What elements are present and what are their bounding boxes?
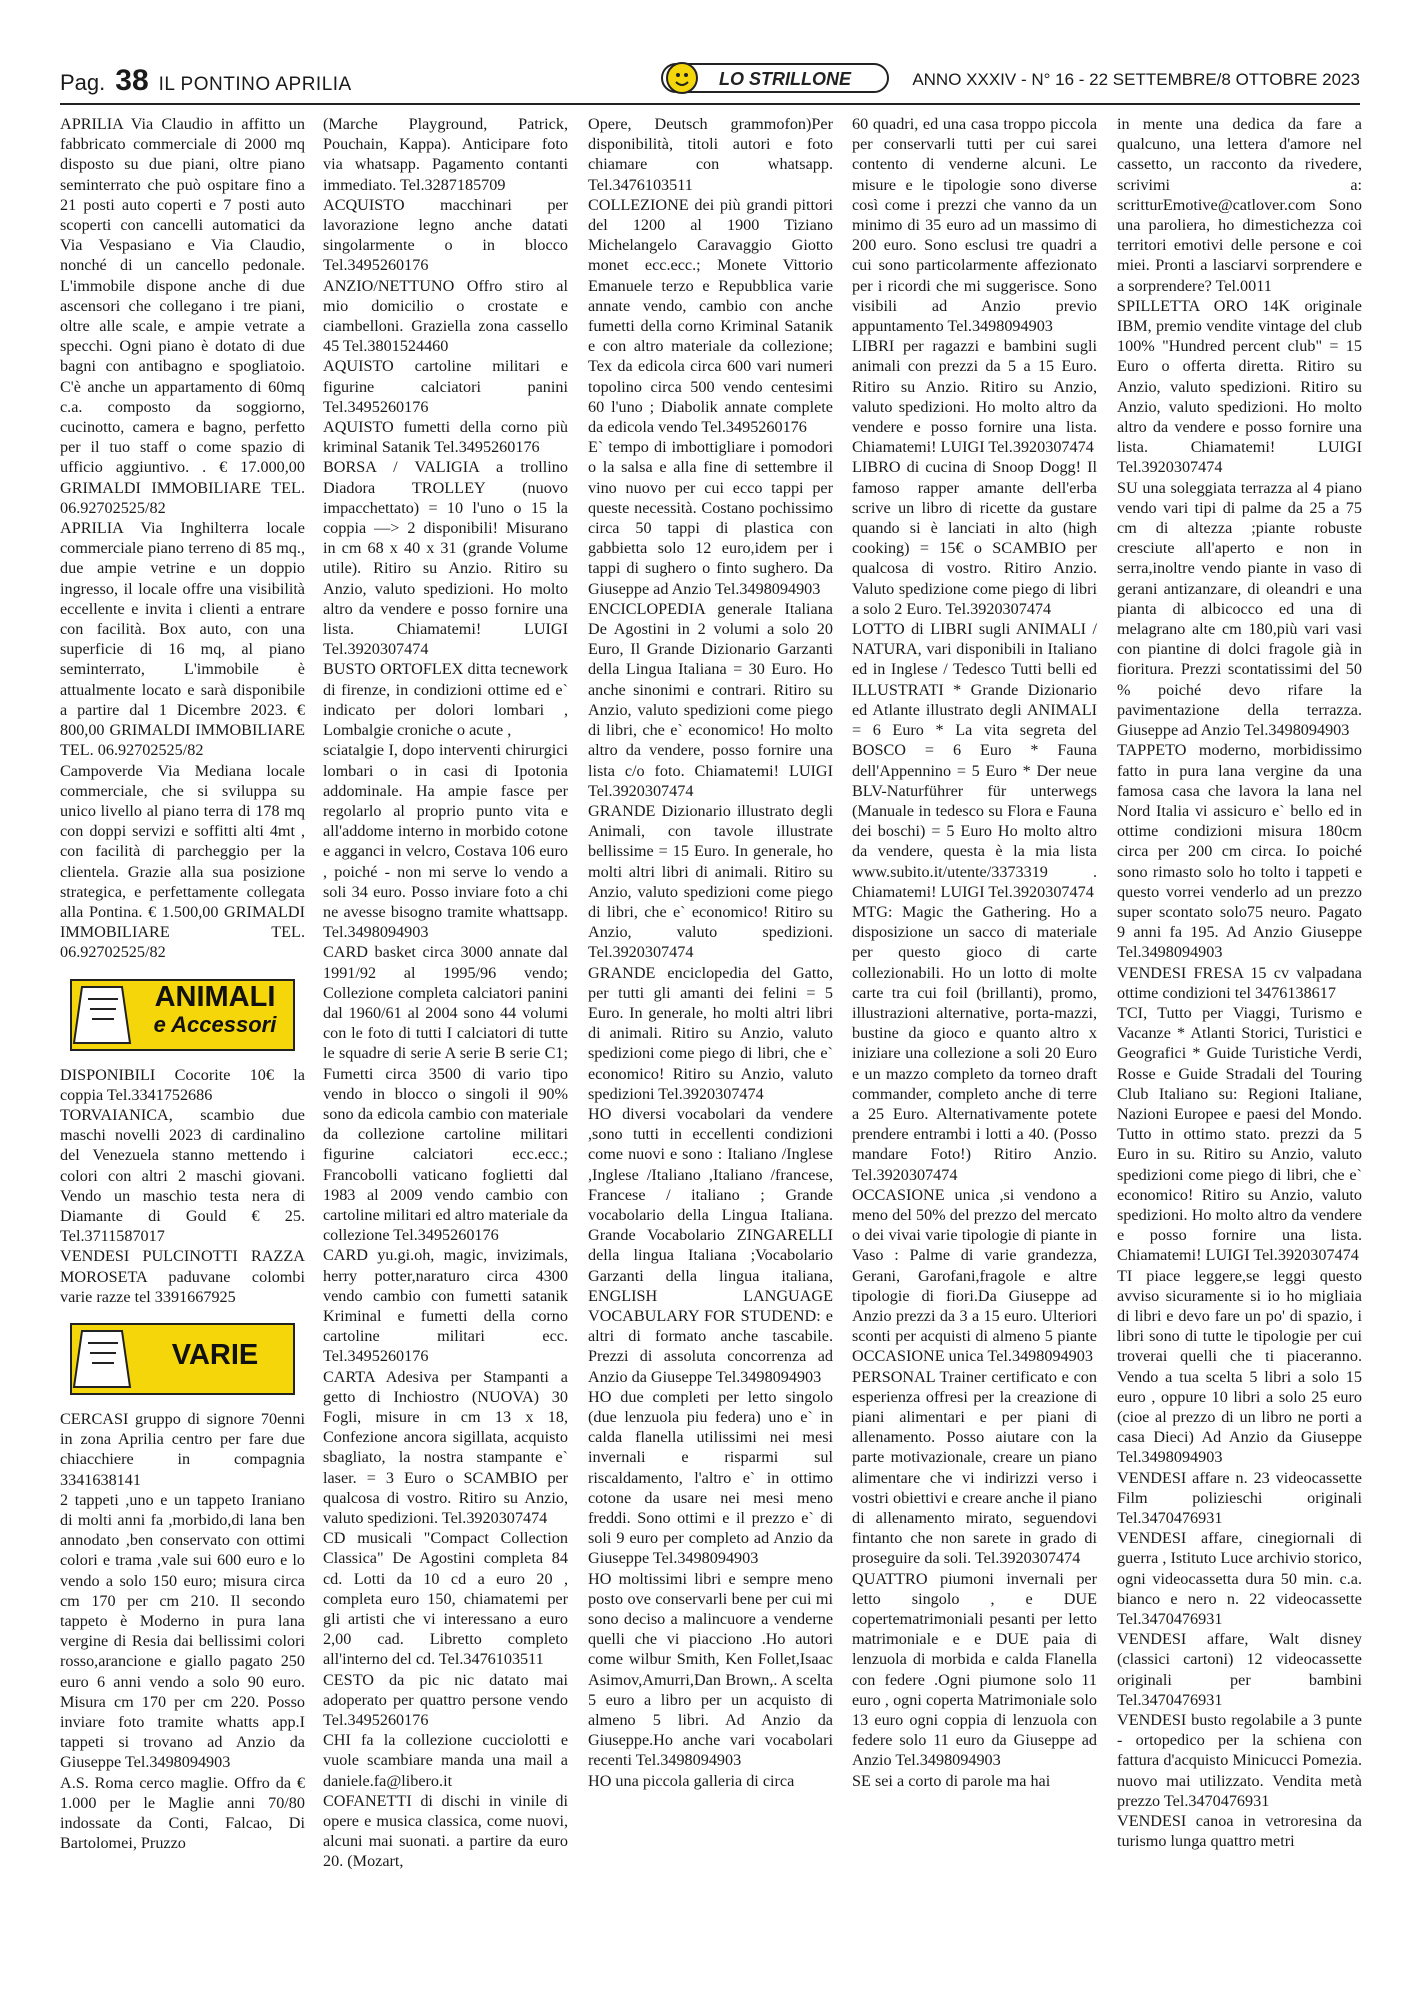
classified-ad: ENCICLOPEDIA generale Italiana De Agostini in 2 volumi a solo 20 Euro, Il Grande Dizionario Garzanti della Lingua Italiana = 30 Euro. Ho anche sinonimi e contrari. Ritiro su Anzio, valuto spedizioni come piego di libri, che e` economico! Ho molto altro da vendere, posso fornire una lista c/o foto. Chiamatemi! LUIGI Tel.3920307474 — [588, 599, 833, 800]
classified-ad: sciatalgie I, dopo interventi chirurgici lombari o in casi di Ipotonia addominale. Ha ampie fasce per regolarlo al proprio punto vita e all'addome interno in morbido cotone e agganci in velcro, Costava 106 euro , poiché - non mi serve lo vendo a soli 34 euro. Posso inviare foto a chi ne avesse bisogno tramite whattsapp. Tel.3498094903 — [323, 741, 568, 942]
classified-ad: in mente una dedica da fare a qualcuno, una lettera d'amore nel cassetto, un racconto da rivedere, scrivimi a: scritturEmotive@catlover.com Sono una paroliera, ho dimestichezza coi territori emotivi delle persone e coi miei. Pronti a lasciarvi sorprendere e a sorprendere? Tel.0011 — [1117, 115, 1362, 295]
classified-ad: VENDESI FRESA 15 cv valpadana ottime condizioni tel 3476138617 — [1117, 963, 1362, 1002]
category-title: VARIE — [171, 1338, 259, 1371]
column-3 — [588, 114, 833, 1791]
classified-ad: LOTTO di LIBRI sugli ANIMALI / NATURA, vari disponibili in Italiano ed in Inglese / Tedesco Tutti belli ed ILLUSTRATI * Grande Dizionario ed Atlante illustrato degli ANIMALI = 6 Euro * La vita segreta del BOSCO = 6 Euro * Fauna dell'Appennino = 5 Euro * Der neue BLV-Naturführer für unterwegs (Manuale in tedesco su Flora e Fauna dei boschi) = 5 Euro Ho molto altro da vendere, questa è la mia lista www.subito.it/utente/3373319 . Chiamatemi! LUIGI Tel.3920307474 — [852, 620, 1097, 901]
classified-ad: A.S. Roma cerco maglie. Offro da € 1.000 per le Maglie anni 70/80 indossate da Conti, Falcao, Di Bartolomei, Pruzzo — [60, 1773, 305, 1853]
classified-ad: Campoverde Via Mediana locale commerciale, che si sviluppa su unico livello al piano terra di 178 mq con doppi servizi e soffitti alti 4mt , con facilità di parcheggio per la clientela. Grazie alla sua posizione strategica, e perfettamente collegata alla Pontina. € 1.500,00 GRIMALDI IMMOBILIARE TEL. 06.92702525/82 — [60, 761, 305, 962]
classified-ad: CARD basket circa 3000 annate dal 1991/92 al 1995/96 vendo; Collezione completa calciatori panini dal 1960/61 al 2004 sono 44 volumi con le foto di tutti I calciatori di tutte le squadre di serie A serie B serie C1; Fumetti circa 3500 di vario tipo vendo in blocco o singoli il 90% sono da edicola cambio con materiale da collezione cartoline militari figurine calciatori ecc.ecc.; Francobolli vaticano foglietti dal 1983 al 2009 vendo cambio con cartoline militari ed altro materiale da collezione Tel.3495260176 — [323, 943, 568, 1245]
classified-ad: DISPONIBILI Cocorite 10€ la coppia Tel.3341752686 — [60, 1065, 305, 1104]
classified-ad: CD musicali "Compact Collection Classica" De Agostini completa 84 cd. Lotti da 10 cd a euro 20 , completa euro 150, chiamatemi per gli artisti che vi interessano a euro 2,00 cad. Libretto completo all'interno del cd. Tel.3476103511 — [323, 1529, 568, 1669]
classified-ad: HO due completi per letto singolo (due lenzuola piu federa) uno e` in calda flanella utilissimi nei mesi invernali e risparmi sul riscaldamento, l'altro e` in ottimo cotone da usare nei mesi meno freddi. Sono ottimi e il prezzo e` di soli 9 euro per completo ad Anzio da Giuseppe Tel.3498094903 — [588, 1387, 833, 1568]
classified-ad: CARD yu.gi.oh, magic, invizimals, herry potter,naraturo circa 4300 vendo cambio con fumetti satanik Kriminal e fumetti della corno cartoline militari ecc. Tel.3495260176 — [323, 1246, 568, 1366]
mascot-icon — [667, 63, 697, 93]
classified-ad: VENDESI affare n. 23 videocassette Film polizieschi originali Tel.3470476931 — [1117, 1468, 1362, 1528]
classified-ad: TI piace leggere,se leggi questo avviso sicuramente si io ho migliaia di libri e devo fare un po' di spazio, i libri sono di tutte le tipologie per cui troverai quelli che ti piaceranno. Vendo a tua scelta 5 libri a solo 15 euro , oppure 10 libri a solo 25 euro (cioe al prezzo di un libro ne porti a casa Dieci) Ad Anzio da Giuseppe Tel.3498094903 — [1117, 1266, 1362, 1467]
classified-ad: LIBRO di cucina di Snoop Dogg! Il famoso rapper amante dell'erba scrive un libro di ricette da gustare quando si è lanciati in alto (high cooking) = 15€ o SCAMBIO per qualcosa di vostro. Ritiro Anzio. Valuto spedizione come piego di libri a solo 2 Euro. Tel.3920307474 — [852, 458, 1097, 618]
classified-ad: TAPPETO moderno, morbidissimo fatto in pura lana vergine da una famosa casa che lavora la lana nel Nord Italia vi assicuro e` bello ed in ottime condizioni misura 180cm circa per 200 cm circa. Io poiché sono rimasto solo ho tolto i tappeti e questo vorrei venderlo ad un prezzo super scontato solo75 neuro. Pagato 9 anni fa 195. Ad Anzio Giuseppe Tel.3498094903 — [1117, 741, 1362, 962]
classified-ad: BUSTO ORTOFLEX ditta tecnework di firenze, in condizioni ottime ed e` indicato per dolori lombari , Lombalgie croniche o acute , — [323, 660, 568, 740]
category-title: ANIMALI e Accessori — [153, 980, 277, 1037]
section-title: IL PONTINO APRILIA — [158, 74, 352, 95]
classified-ad: OCCASIONE unica ,si vendono a meno del 50% del prezzo del mercato o dei vivai varie tipologie di piante in Vaso : Palme di varie grandezza, Gerani, Garofani,fragole e altre tipologie di fiori.Da Giuseppe ad Anzio prezzi da 3 a 15 euro. Ulteriori sconti per acquisti di almeno 5 piante OCCASIONE unica Tel.3498094903 — [852, 1185, 1097, 1366]
classified-ad: 60 quadri, ed una casa troppo piccola per conservarli tutti per cui sarei contento di venderne alcuni. Le misure e le tipologie sono diverse così come i prezzi che vanno da un minimo di 35 euro ad un massimo di 200 euro. Sono esclusi tre quadri a cui sono particolarmente affezionato per i ricordi che mi suggerisce. Sono visibili ad Anzio previo appuntamento Tel.3498094903 — [852, 115, 1097, 336]
classified-ad: HO moltissimi libri e sempre meno posto ove conservarli bene per cui mi sono deciso a malincuore a venderne quelli che vi piacciono .Ho autori come wilbur Smith, Ken Follet,Isaac Asimov,Amurri,Dan Brown,. A scelta 5 euro a libro per un acquisto di almeno 5 libri. Ad Anzio da Giuseppe.Ho anche vari vocabolari recenti Tel.3498094903 — [588, 1569, 833, 1770]
classified-ad: QUATTRO piumoni invernali per letto singolo , e DUE copertematrimoniali pesanti per letto matrimoniale e e DUE paia di lenzuola di morbida e calda Flanella con federe .Ogni piumone solo 11 euro , ogni coperta Matrimoniale solo 13 euro ogni coppia di lenzuola con federe solo 11 euro da Giuseppe ad Anzio Tel.3498094903 — [852, 1569, 1097, 1770]
classified-ad: GRANDE Dizionario illustrato degli Animali, con tavole illustrate bellissime = 15 Euro. In generale, ho molti altri libri di animali. Ritiro su Anzio, valuto spedizioni come piego di libri, che e` economico! Ritiro su Anzio, valuto spedizioni. Tel.3920307474 — [588, 801, 833, 962]
classified-ad: VENDESI affare, cinegiornali di guerra , Istituto Luce archivio storico, ogni videocassetta dura 50 min. c.a. bianco e nero n. 22 videocassette Tel.3470476931 — [1117, 1529, 1362, 1629]
classified-ad: ANZIO/NETTUNO Offro stiro al mio domicilio o crostate e ciambelloni. Graziella zona cassello 45 Tel.3801524460 — [323, 276, 568, 356]
column-2 — [323, 114, 568, 1872]
classified-ad: Opere, Deutsch grammofon)Per disponibilità, titoli autori e foto chiamare con whatsapp. Tel.3476103511 — [588, 115, 833, 194]
classified-ad: CESTO da pic nic datato mai adoperato per quattro persone vendo Tel.3495260176 — [323, 1670, 568, 1730]
classified-ad: AQUISTO fumetti della corno più kriminal Satanik Tel.3495260176 — [323, 418, 568, 457]
classified-ad: AQUISTO cartoline militari e figurine calciatori panini Tel.3495260176 — [323, 357, 568, 416]
classified-ad: COLLEZIONE dei più grandi pittori del 1200 al 1900 Tiziano Michelangelo Caravaggio Giotto monet ecc.ecc.; Monete Vittorio Emanuele terzo e Repubblica varie annate vendo, cambio con anche fumetti della corno Kriminal Satanik e con altro materiale da collezione; Tex da edicola circa 600 vari numeri topolino circa 500 vendo centesimi 60 l'uno ; Diabolik annate complete da edicola vendo Tel.3495260176 — [588, 195, 833, 437]
classified-ad: HO diversi vocabolari da vendere ,sono tutti in eccellenti condizioni come nuovi e sono : Italiano /Inglese ,Inglese /Italiano ,Italiano /francese, Francese / italiano ; Grande vocabolario della Lingua Italiana. Grande Vocabolario ZINGARELLI della lingua Italiana ;Vocabolario Garzanti della lingua italiana, ENGLISH LANGUAGE VOCABULARY FOR STUDEND: e altri di formato anche tascabile. Prezzi di assoluta concorrenza ad Anzio da Giuseppe Tel.3498094903 — [588, 1104, 833, 1386]
page-label: Pag. — [60, 70, 106, 95]
category-animali — [60, 979, 305, 1051]
category-varie — [60, 1323, 305, 1395]
page-header — [60, 64, 1360, 100]
classified-ad: VENDESI affare, Walt disney (classici cartoni) 12 videocassette originali per bambini Tel.3470476931 — [1117, 1630, 1362, 1709]
classified-ad: TORVAIANICA, scambio due maschi novelli 2023 di cardinalino del Venezuela stanno mettendo i colori con altri 2 maschi giovani. Vendo un maschio testa nera di Diamante di Gould € 25. Tel.3711587017 — [60, 1105, 305, 1246]
classified-ad: BORSA / VALIGIA a trollino Diadora TROLLEY (nuovo impacchettato) = 10 l'uno o 15 la coppia —> 2 disponibili! Misurano in cm 68 x 40 x 31 (grande Volume utile). Ritiro su Anzio. Ritiro su Anzio, valuto spedizioni. Ho molto altro da vendere e posso fornire una lista. Chiamatemi! LUIGI Tel.3920307474 — [323, 458, 568, 659]
classified-ad: HO una piccola galleria di circa — [588, 1771, 795, 1790]
classified-ad: MTG: Magic the Gathering. Ho a disposizione un sacco di materiale per questo gioco di carte collezionabili. Ho un lotto di molte carte tra cui foil (brillanti), promo, illustrazioni alternative, porta-mazzi, bustine da gioco e quanto altro x iniziare una collezione a soli 20 Euro e un mazzo completo da torneo draft commander, completo anche di terre a 25 Euro. Alternativamente potete prendere entrambi i lotti a 40. (Posso mandare Foto!) Ritiro Anzio. Tel.3920307474 — [852, 902, 1097, 1184]
classified-ad: ACQUISTO macchinari per lavorazione legno anche datati singolarmente o in blocco Tel.3495260176 — [323, 195, 568, 275]
classified-ad: SU una soleggiata terrazza al 4 piano vendo vari tipi di palme da 25 a 75 cm di altezza ;piante robuste cresciute all'aperto e non in serra,inoltre vendo piante in vaso di gerani antizanzare, di oleandri e una pianta di albicocco ed una di melagrano alte cm 180,più vari vasi con piantine di dolci fragole già in fioritura. Prezzi scontatissimi del 50 % poiché devo rifare la pavimentazione della terrazza. Giuseppe ad Anzio Tel.3498094903 — [1117, 478, 1362, 740]
classified-ad: VENDESI PULCINOTTI RAZZA MOROSETA paduvane colombi varie razze tel 3391667925 — [60, 1247, 305, 1306]
classified-ad: APRILIA Via Inghilterra locale commerciale piano terreno di 85 mq., due ampie vetrine e un doppio ingresso, il locale offre una visibilità eccellente e invita i clienti a entrare con facilità. Box auto, con una superficie di 16 mq, al piano seminterrato, L'immobile è attualmente locato e sarà disponibile a partire dal 1 Dicembre 2023. € 800,00 GRIMALDI IMMOBILIARE TEL. 06.92702525/82 — [60, 519, 305, 760]
classified-ad: PERSONAL Trainer certificato e con esperienza offresi per la creazione di piani alimentari e per piani di allenamento. Posso aiutare con la parte motivazionale, creare un piano alimentare che vi indirizzi verso i vostri obiettivi e creare anche il piano di allenamento mirato, seguendovi fintanto che non sarete in grado di proseguire da soli. Tel.3920307474 — [852, 1367, 1097, 1568]
classified-ad: COFANETTI di dischi in vinile di opere e musica classica, come nuovi, alcuni mai suonati. a partire da euro 20. (Mozart, — [323, 1791, 568, 1871]
classified-ad: SPILLETTA ORO 14K originale IBM, premio vendite vintage del club 100% "Hundred percent club" = 15 Euro o offerta diretta. Ritiro su Anzio, valuto spedizioni. Ritiro su Anzio, valuto spedizioni. Ho molto altro da vendere e posso fornire una lista. Chiamatemi! LUIGI Tel.3920307474 — [1117, 296, 1362, 477]
classified-ad: CERCASI gruppo di signore 70enni in zona Aprilia centro per fare due chiacchiere in compagnia 3341638141 — [60, 1409, 305, 1489]
lo-strillone-logo — [660, 58, 890, 98]
classified-ad: VENDESI canoa in vetroresina da turismo lunga quattro metri — [1117, 1812, 1362, 1851]
logo-text: LO STRILLONE — [719, 69, 851, 89]
classified-ad: VENDESI busto regolabile a 3 punte - ortopedico per la schiena con fattura d'acquisto Minicucci Pomezia. nuovo mai utilizzato. Vendita metà prezzo Tel.3470476931 — [1117, 1711, 1362, 1810]
issue-info: ANNO XXXIV - N° 16 - 22 SETTEMBRE/8 OTTOBRE 2023 — [912, 70, 1360, 89]
column-1 — [60, 114, 305, 1853]
column-5 — [1117, 114, 1362, 1851]
classified-ad: E` tempo di imbottigliare i pomodori o la salsa e alla fine di settembre il vino nuovo per cui ecco tappi per queste necessità. Costano pochissimo circa 50 tappi di plastica con gabbietta solo 12 euro,idem per i tappi di sughero o finto sughero. Da Giuseppe ad Anzio Tel.3498094903 — [588, 438, 833, 598]
classified-ad: LIBRI per ragazzi e bambini sugli animali con prezzi da 5 a 15 Euro. Ritiro su Anzio. Ritiro su Anzio, valuto spedizioni. Ho molto altro da vendere e posso fornire una lista. Chiamatemi! LUIGI Tel.3920307474 — [852, 337, 1097, 457]
page-info — [60, 64, 352, 98]
classified-ad: SE sei a corto di parole ma hai — [852, 1771, 1051, 1790]
classified-ad: 2 tappeti ,uno e un tappeto Iraniano di molti anni fa ,morbido,di lana ben annodato ,ben conservato con ottimi colori e trama ,vale sui 600 euro e lo vendo a solo 150 euro; misura circa cm 170 per cm 210. Il secondo tappeto è Moderno in pura lana vergine di Resia dai bellissimi colori rosso,arancione e giallo pagato 250 euro 6 anni vendo a solo 90 euro. Misura cm 170 per cm 220. Posso inviare foto tramite whatts app.I tappeti si trovano ad Anzio da Giuseppe Tel.3498094903 — [60, 1490, 305, 1772]
page-number: 38 — [115, 64, 149, 97]
column-4 — [852, 114, 1097, 1791]
classified-ad: TCI, Tutto per Viaggi, Turismo e Vacanze * Atlanti Storici, Turistici e Geografici * Guide Turistiche Verdi, Rosse e Guide Stradali del Touring Club Italiano su: Regioni Italiane, Nazioni Europee e paesi del Mondo. Tutto in ottimo stato. prezzi da 5 Euro in su. Ritiro su Anzio, valuto spedizioni come piego di libri, che e` economico! Ritiro su Anzio, valuto spedizioni. Ho molto altro da vendere e posso fornire una lista. Chiamatemi! LUIGI Tel.3920307474 — [1117, 1003, 1362, 1265]
classified-ad: CHI fa la collezione cucciolotti e vuole scambiare manda una mail a daniele.fa@libero.it — [323, 1731, 568, 1790]
classified-ad: APRILIA Via Claudio in affitto un fabbricato commerciale di 2000 mq disposto su due piani, oltre piano seminterrato che può ospitare fino a 21 posti auto coperti e 7 posti auto scoperti con cancelli automatici da Via Vespasiano e Via Claudio, nonché di un cancello pedonale. L'immobile dispone anche di due ascensori che collegano i tre piani, oltre alle scale, e ampie vetrate a specchi. Ogni piano è dotato di due bagni con antibagno e spogliatoio. C'è anche un appartamento di 60mq c.a. composto da soggiorno, cucinotto, camera e bagno, perfetto per il tuo staff o come spazio di ufficio aggiuntivo. . € 17.000,00 GRIMALDI IMMOBILIARE TEL. 06.92702525/82 — [60, 115, 305, 517]
classified-ad: GRANDE enciclopedia del Gatto, per tutti gli amanti dei felini = 5 Euro. In generale, ho molti altri libri di animali. Ritiro su Anzio, valuto spedizioni come piego di libri, che e` economico! Ritiro su Anzio, valuto spedizioni Tel.3920307474 — [588, 963, 833, 1103]
header-divider — [60, 103, 1360, 105]
classified-ad: (Marche Playground, Patrick, Pouchain, Kappa). Anticipare foto via whatsapp. Pagamento contanti immediato. Tel.3287185709 — [323, 115, 568, 194]
classified-ad: CARTA Adesiva per Stampanti a getto di Inchiostro (NUOVA) 30 Fogli, misure in cm 13 x 18, Confezione ancora sigillata, acquisto sbagliato, la nostra stampante e` laser. = 3 Euro o SCAMBIO per qualcosa di vostro. Ritiro su Anzio, valuto spedizioni. Tel.3920307474 — [323, 1367, 568, 1528]
